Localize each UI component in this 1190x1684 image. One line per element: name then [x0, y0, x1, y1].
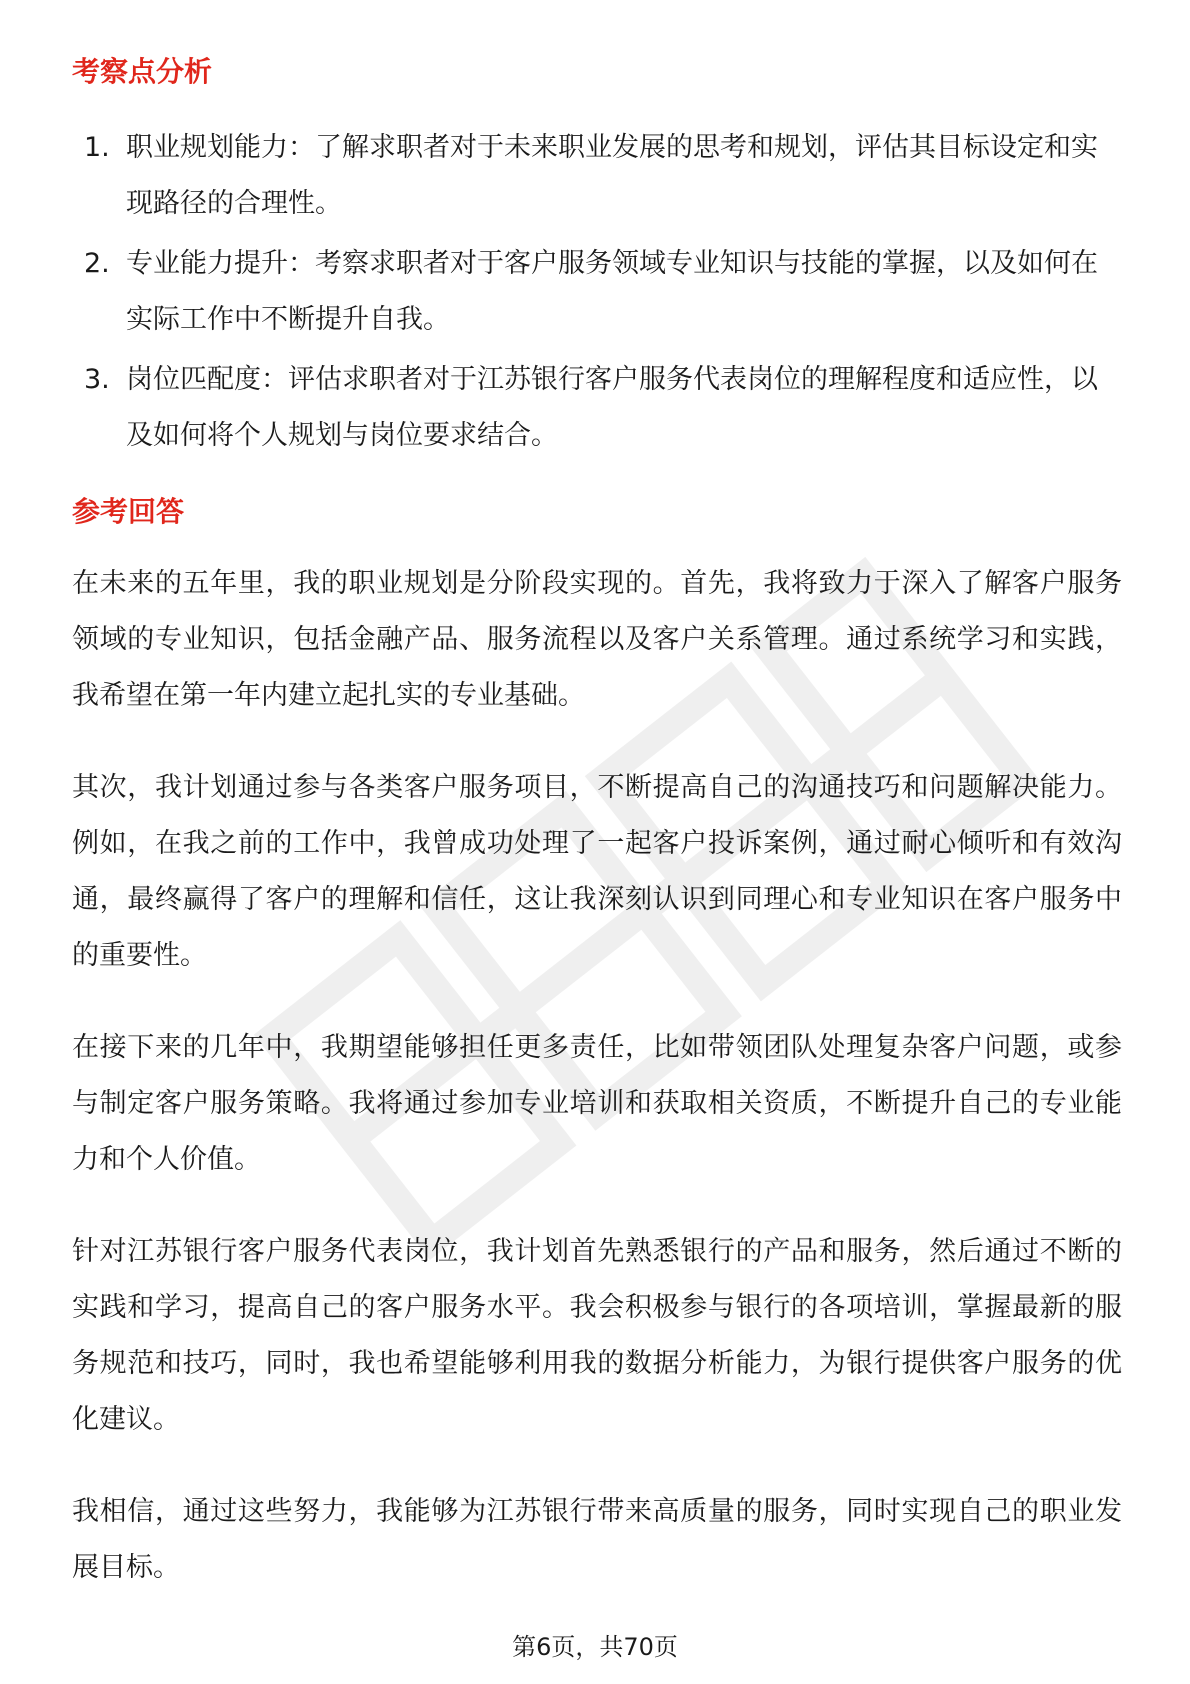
- answer-paragraph: 在接下来的几年中，我期望能够担任更多责任，比如带领团队处理复杂客户问题，或参与制定客户服务策略。我将通过参加专业培训和获取相关资质，不断提升自己的专业能力和个人价值。: [72, 1032, 1122, 1175]
- item-body: 了解求职者对于未来职业发展的思考和规划，评估其目标设定和实现路径的合理性。: [126, 132, 1098, 219]
- analysis-item: [84, 352, 1124, 464]
- item-heading: 职业规划能力：: [126, 132, 315, 163]
- answer-body: [72, 556, 1122, 1632]
- page-number: 第6页，共70页: [512, 1633, 678, 1661]
- item-heading: 专业能力提升：: [126, 248, 315, 279]
- analysis-list: [84, 120, 1124, 468]
- item-body: 考察求职者对于客户服务领域专业知识与技能的掌握，以及如何在实际工作中不断提升自我。: [126, 248, 1098, 335]
- answer-paragraph: 在未来的五年里，我的职业规划是分阶段实现的。首先，我将致力于深入了解客户服务领域的专业知识，包括金融产品、服务流程以及客户关系管理。通过系统学习和实践，我希望在第一年内建立起扎实的专业基础。: [72, 568, 1122, 711]
- analysis-item: [84, 120, 1124, 232]
- item-number: 2.: [84, 248, 110, 279]
- answer-paragraph: 针对江苏银行客户服务代表岗位，我计划首先熟悉银行的产品和服务，然后通过不断的实践和学习，提高自己的客户服务水平。我会积极参与银行的各项培训，掌握最新的服务规范和技巧，同时，我也希望能够利用我的数据分析能力，为银行提供客户服务的优化建议。: [72, 1236, 1122, 1435]
- item-heading: 岗位匹配度：: [126, 364, 288, 395]
- answer-paragraph: 其次，我计划通过参与各类客户服务项目，不断提高自己的沟通技巧和问题解决能力。例如，在我之前的工作中，我曾成功处理了一起客户投诉案例，通过耐心倾听和有效沟通，最终赢得了客户的理解和信任，这让我深刻认识到同理心和专业知识在客户服务中的重要性。: [72, 772, 1122, 971]
- analysis-item: [84, 236, 1124, 348]
- answer-paragraph: 我相信，通过这些努力，我能够为江苏银行带来高质量的服务，同时实现自己的职业发展目标。: [72, 1496, 1122, 1583]
- section-title-analysis: 考察点分析: [72, 55, 213, 88]
- section-title-answer: 参考回答: [72, 495, 185, 528]
- item-number: 3.: [84, 364, 110, 395]
- item-body: 评估求职者对于江苏银行客户服务代表岗位的理解程度和适应性，以及如何将个人规划与岗位要求结合。: [126, 364, 1098, 451]
- item-number: 1.: [84, 132, 110, 163]
